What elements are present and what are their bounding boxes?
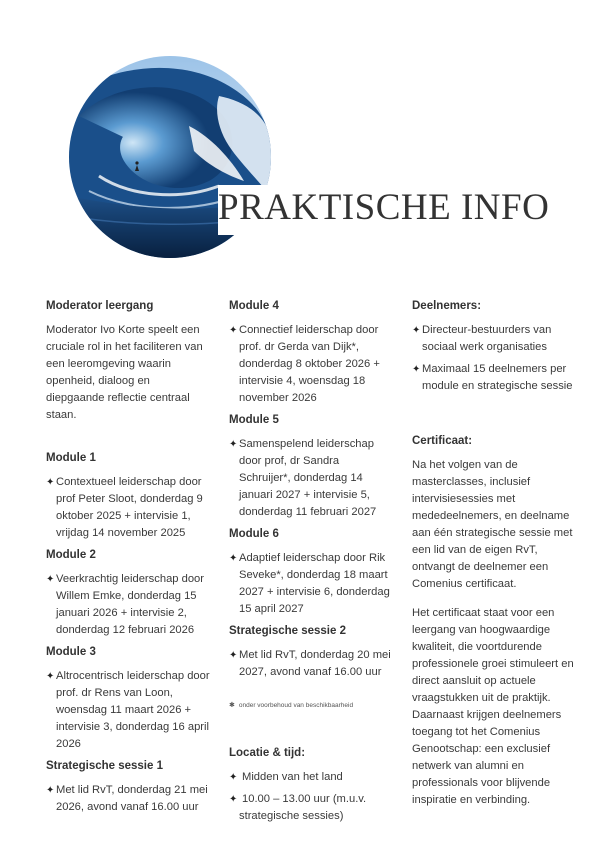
session1-heading: Strategische sessie 1 [46, 760, 163, 772]
module2-list [46, 571, 210, 639]
location-heading: Locatie & tijd: [229, 747, 306, 759]
list-item: ✦ Met lid RvT, donderdag 20 mei 2027, avond vanaf 16.00 uur [229, 649, 391, 678]
participants-heading: Deelnemers: [412, 300, 482, 312]
list-item: ✦ 10.00 – 13.00 uur (m.u.v. strategische sessies) [229, 793, 367, 822]
session2-heading: Strategische sessie 2 [229, 625, 346, 637]
module5-heading: Module 5 [229, 414, 279, 426]
list-item: ✦ Adaptief leiderschap door Rik Seveke*, donderdag 18 maart 2027 + intervisie 6, donderdag 15 april 2027 [229, 552, 390, 615]
list-item: ✦ Directeur-bestuurders van sociaal werk organisaties [412, 324, 552, 353]
list-item: ✦ Veerkrachtig leiderschap door Willem Emke, donderdag 15 januari 2026 + intervisie 2, donderdag 12 februari 2026 [46, 573, 205, 636]
four-point-star-icon: ✦ [229, 325, 238, 336]
four-point-star-icon: ✦ [46, 785, 55, 796]
four-point-star-icon: ✦ [229, 772, 238, 783]
certificate-text-2: Het certificaat staat voor een leergang van hoogwaardige kwaliteit, die voortdurende professionele groei stimuleert en direct aansluit op actuele vraagstukken uit de praktijk. Daarnaast krijgen deelnemers toegang tot het Comenius Genootschap: een exclusief netwerk van alumni en professionals voor blijvende inspiratie en verbinding. [412, 607, 574, 806]
certificate-text-1: Na het volgen van de masterclasses, inclusief intervisiesessies met mededeelnemers, en deelname aan één strategische sessie met een lid van de eigen RvT, ontvangt de deelnemer een Comenius certificaat. [412, 459, 573, 590]
column-left [46, 298, 210, 821]
asterisk-icon: ✱ [229, 702, 235, 709]
module1-list [46, 474, 210, 542]
list-item: ✦ Altrocentrisch leiderschap door prof. dr Rens van Loon, woensdag 11 maart 2026 + intervisie 3, donderdag 16 april 2026 [46, 670, 210, 750]
list-item: ✦ Midden van het land [229, 769, 393, 786]
certificate-heading: Certificaat: [412, 435, 473, 447]
list-item: ✦ Met lid RvT, donderdag 21 mei 2026, avond vanaf 16.00 uur [46, 784, 208, 813]
availability-footnote: ✱ onder voorbehoud van beschikbaarheid [229, 702, 354, 709]
module4-list [229, 322, 393, 407]
four-point-star-icon: ✦ [412, 364, 421, 375]
four-point-star-icon: ✦ [229, 650, 238, 661]
four-point-star-icon: ✦ [46, 574, 55, 585]
module5-list [229, 436, 393, 521]
moderator-text: Moderator Ivo Korte speelt een cruciale rol in het faciliteren van een leeromgeving waarin openheid, dialoog en diepgaande reflectie centraal staan. [46, 324, 203, 421]
page-title: PRAKTISCHE INFO [218, 187, 550, 228]
moderator-heading: Moderator leergang [46, 300, 154, 312]
session1-list [46, 782, 210, 816]
session2-list [229, 647, 393, 681]
four-point-star-icon: ✦ [229, 794, 238, 805]
four-point-star-icon: ✦ [46, 477, 55, 488]
module2-heading: Module 2 [46, 549, 96, 561]
four-point-star-icon: ✦ [412, 325, 421, 336]
location-list [229, 769, 393, 825]
participants-list [412, 322, 578, 395]
module6-heading: Module 6 [229, 528, 279, 540]
column-right [412, 298, 578, 821]
four-point-star-icon: ✦ [46, 671, 55, 682]
column-middle [229, 298, 393, 830]
four-point-star-icon: ✦ [229, 439, 238, 450]
four-point-star-icon: ✦ [229, 553, 238, 564]
module3-heading: Module 3 [46, 646, 96, 658]
module3-list [46, 668, 210, 753]
list-item: ✦ Maximaal 15 deelnemers per module en strategische sessie [412, 363, 573, 392]
module6-list [229, 550, 393, 618]
module1-heading: Module 1 [46, 452, 96, 464]
list-item: ✦ Connectief leiderschap door prof. dr Gerda van Dijk*, donderdag 8 oktober 2026 + intervisie 4, woensdag 18 november 2026 [229, 324, 380, 404]
list-item: ✦ Contextueel leiderschap door prof Peter Sloot, donderdag 9 oktober 2025 + intervisie 1, vrijdag 14 november 2025 [46, 476, 203, 539]
list-item: ✦ Samenspelend leiderschap door prof, dr Sandra Schruijer*, donderdag 14 januari 2027 + intervisie 5, donderdag 11 februari 2027 [229, 438, 377, 518]
module4-heading: Module 4 [229, 300, 279, 312]
